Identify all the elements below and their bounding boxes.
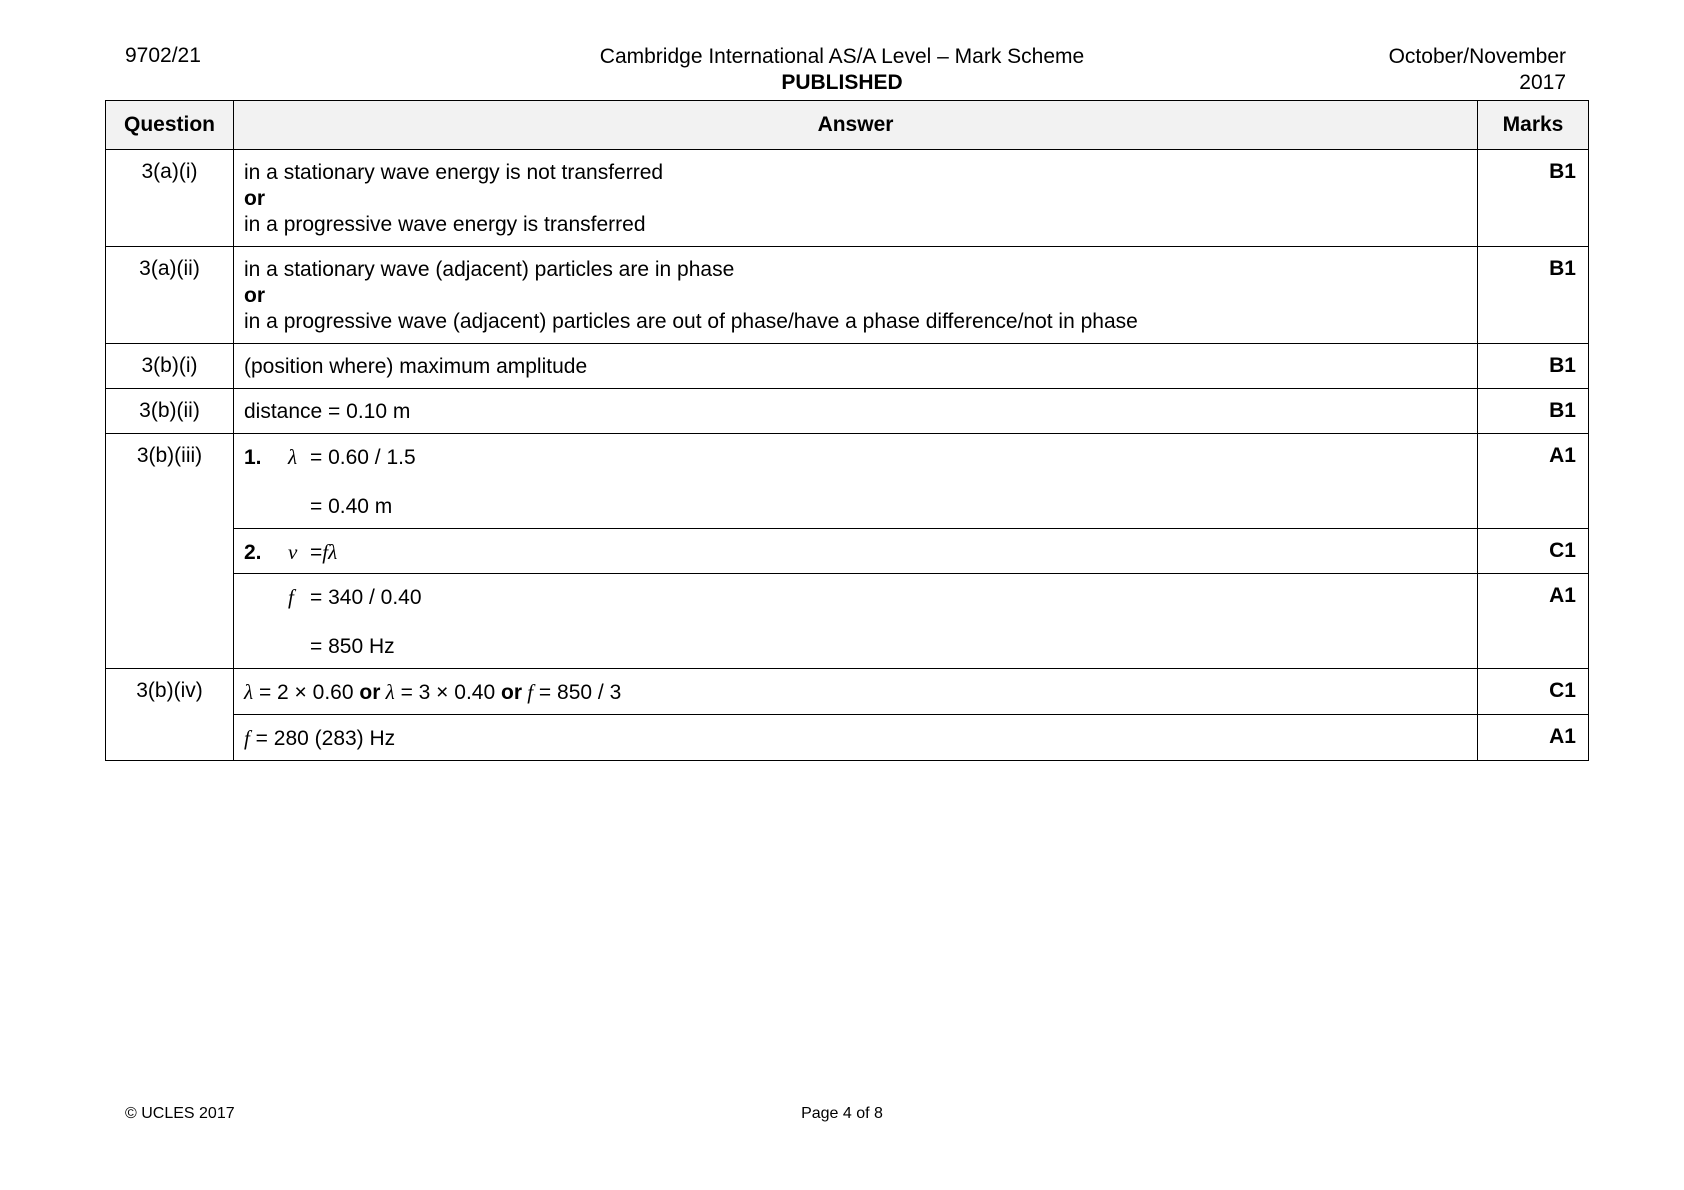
table-row [106, 715, 1589, 761]
question-number: 3(b)(iv) [106, 669, 234, 761]
page-number: Page 4 of 8 [801, 1105, 883, 1122]
mark-cell: B1 [1478, 150, 1589, 247]
equation-row [244, 494, 1467, 520]
equation-rhs: fλ [322, 540, 338, 564]
answer-cell [234, 150, 1478, 247]
column-header-question: Question [106, 101, 234, 150]
answer-line [244, 725, 1467, 752]
answer-line: (position where) maximum amplitude [244, 355, 588, 378]
lambda-symbol: λ [244, 680, 254, 704]
question-number: 3(a)(i) [106, 150, 234, 247]
equation-text: = 0.60 / 1.5 [310, 446, 416, 469]
equation-text: = 340 / 0.40 [310, 586, 422, 609]
table-row [106, 669, 1589, 715]
table-row [106, 389, 1589, 434]
answer-cell [234, 529, 1478, 574]
answer-cell [234, 389, 1478, 434]
table-row [106, 434, 1589, 529]
table-row [106, 574, 1589, 669]
equation-row [244, 444, 1467, 470]
question-number: 3(b)(ii) [106, 389, 234, 434]
session-year: 2017 [1519, 71, 1566, 94]
question-number: 3(a)(ii) [106, 247, 234, 344]
mark-cell: C1 [1478, 669, 1589, 715]
equation-row [244, 634, 1467, 660]
part-number: 1. [244, 446, 262, 469]
mark-cell: A1 [1478, 434, 1589, 529]
answer-cell [234, 669, 1478, 715]
answer-line: in a progressive wave energy is transferred [244, 213, 646, 236]
answer-line: in a progressive wave (adjacent) particles are out of phase/have a phase difference/not in phase [244, 310, 1138, 333]
frequency-symbol: f [244, 726, 250, 750]
answer-cell [234, 247, 1478, 344]
column-header-marks: Marks [1478, 101, 1589, 150]
mark-cell: B1 [1478, 247, 1589, 344]
table-row [106, 247, 1589, 344]
answer-cell [234, 344, 1478, 389]
answer-line: distance = 0.10 m [244, 400, 411, 423]
mark-scheme-table [105, 100, 1589, 761]
answer-or: or [501, 681, 522, 704]
lambda-symbol: λ [288, 445, 298, 469]
table-row [106, 529, 1589, 574]
answer-cell [234, 715, 1478, 761]
mark-cell: B1 [1478, 344, 1589, 389]
mark-cell: A1 [1478, 574, 1589, 669]
exam-session [1389, 44, 1566, 96]
copyright-notice: © UCLES 2017 [125, 1105, 235, 1122]
document-code: 9702/21 [125, 44, 201, 67]
equation-row [244, 539, 1467, 565]
frequency-symbol: f [288, 585, 294, 609]
equation-row [244, 584, 1467, 610]
answer-line [244, 679, 1467, 706]
mark-cell: C1 [1478, 529, 1589, 574]
table-header-row [106, 101, 1589, 150]
part-number: 2. [244, 541, 262, 564]
answer-or: or [244, 187, 265, 210]
question-number: 3(b)(i) [106, 344, 234, 389]
equation-text: = 2 × 0.60 [253, 681, 360, 704]
equation-text: = [310, 541, 323, 564]
column-header-answer: Answer [234, 101, 1478, 150]
equation-text: = 850 Hz [310, 635, 395, 658]
answer-or: or [359, 681, 381, 704]
equation-text: = 280 (283) Hz [249, 727, 396, 750]
equation-text: = 3 × 0.40 [394, 681, 501, 704]
document-title: Cambridge International AS/A Level – Mark Scheme [599, 45, 1085, 68]
equation-text: = 0.40 m [310, 495, 393, 518]
equation-text: = 850 / 3 [533, 681, 622, 704]
answer-cell [234, 574, 1478, 669]
lambda-symbol: λ [380, 680, 395, 704]
frequency-symbol: f [522, 680, 534, 704]
mark-cell: A1 [1478, 715, 1589, 761]
answer-line: in a stationary wave energy is not transferred [244, 161, 664, 184]
answer-or: or [244, 284, 265, 307]
table-row [106, 150, 1589, 247]
velocity-symbol: v [288, 540, 298, 564]
session-month: October/November [1388, 45, 1566, 68]
answer-cell [234, 434, 1478, 529]
table-row [106, 344, 1589, 389]
mark-cell: B1 [1478, 389, 1589, 434]
answer-line: in a stationary wave (adjacent) particles are in phase [244, 258, 735, 281]
question-number: 3(b)(iii) [106, 434, 234, 669]
published-label: PUBLISHED [781, 71, 903, 94]
